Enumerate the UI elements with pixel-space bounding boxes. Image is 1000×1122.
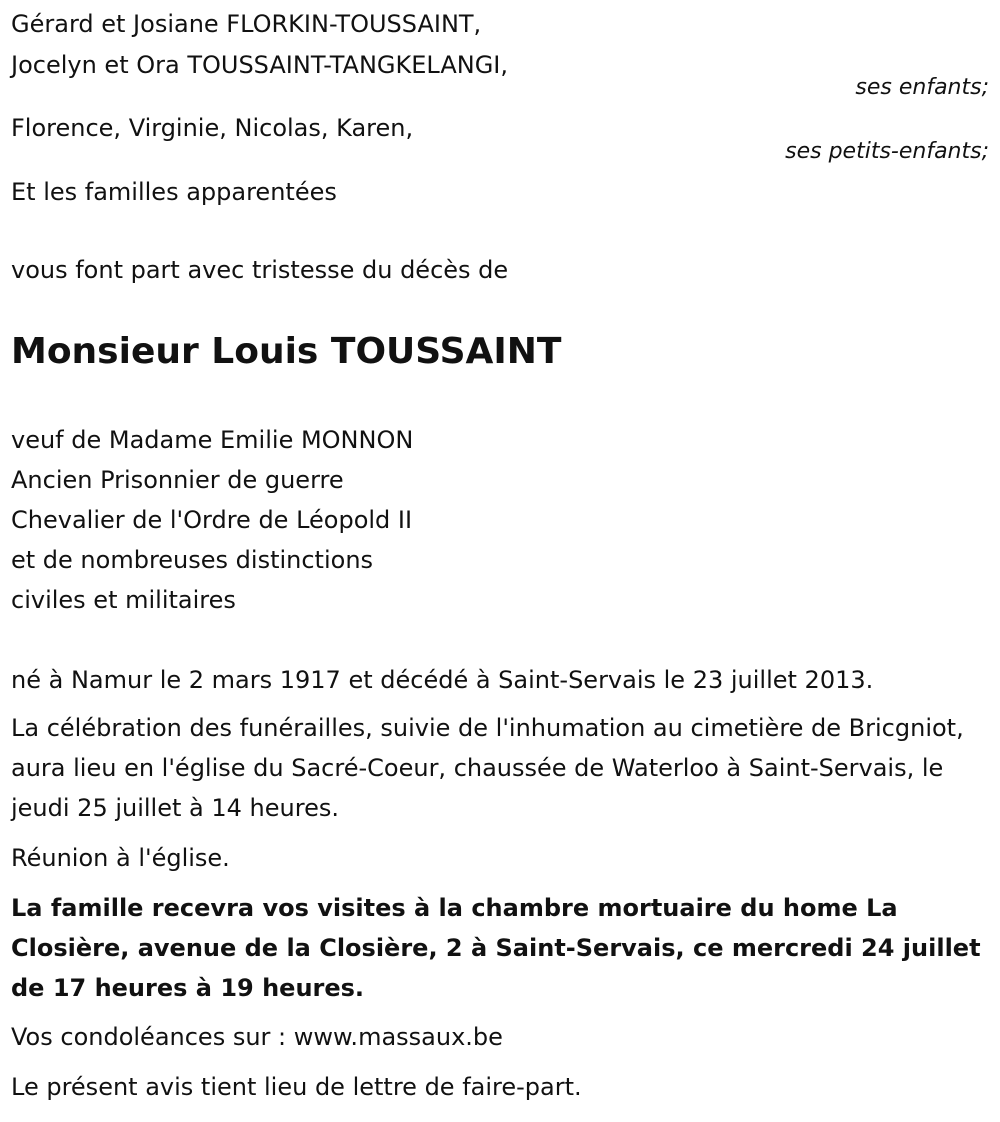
announcement-line: vous font part avec tristesse du décès de — [11, 256, 509, 284]
condolences-line: Vos condoléances sur : www.massaux.be — [11, 1023, 503, 1051]
relatives-line: Et les familles apparentées — [11, 178, 337, 206]
grandchildren-role: ses petits-enfants; — [785, 139, 989, 164]
title-line-distinctions: et de nombreuses distinctions — [11, 546, 374, 574]
notice-line: Le présent avis tient lieu de lettre de faire-part. — [11, 1073, 582, 1101]
visits-paragraph: La famille recevra vos visites à la chambre mortuaire du home La Closière, avenue de la Closière, 2 à Saint-Servais, ce mercredi 24 juillet de 17 heures à 19 heures. — [11, 894, 981, 1002]
meeting-line: Réunion à l'église. — [11, 844, 230, 872]
title-line-knight: Chevalier de l'Ordre de Léopold II — [11, 506, 413, 534]
grandchildren-line: Florence, Virginie, Nicolas, Karen, — [11, 114, 414, 142]
birth-death-line: né à Namur le 2 mars 1917 et décédé à Saint-Servais le 23 juillet 2013. — [11, 666, 874, 694]
deceased-name: Monsieur Louis TOUSSAINT — [11, 331, 562, 372]
children-line-1: Gérard et Josiane FLORKIN-TOUSSAINT, — [11, 10, 482, 38]
children-role: ses enfants; — [855, 75, 989, 100]
children-line-2: Jocelyn et Ora TOUSSAINT-TANGKELANGI, — [11, 51, 508, 79]
title-line-prisoner: Ancien Prisonnier de guerre — [11, 466, 344, 494]
funeral-paragraph: La célébration des funérailles, suivie de l'inhumation au cimetière de Bricgniot, aura lieu en l'église du Sacré-Coeur, chaussée de Waterloo à Saint-Servais, le jeudi 25 juillet à 14 heures. — [11, 714, 964, 822]
title-line-civil-military: civiles et militaires — [11, 586, 236, 614]
title-line-widower: veuf de Madame Emilie MONNON — [11, 426, 414, 454]
